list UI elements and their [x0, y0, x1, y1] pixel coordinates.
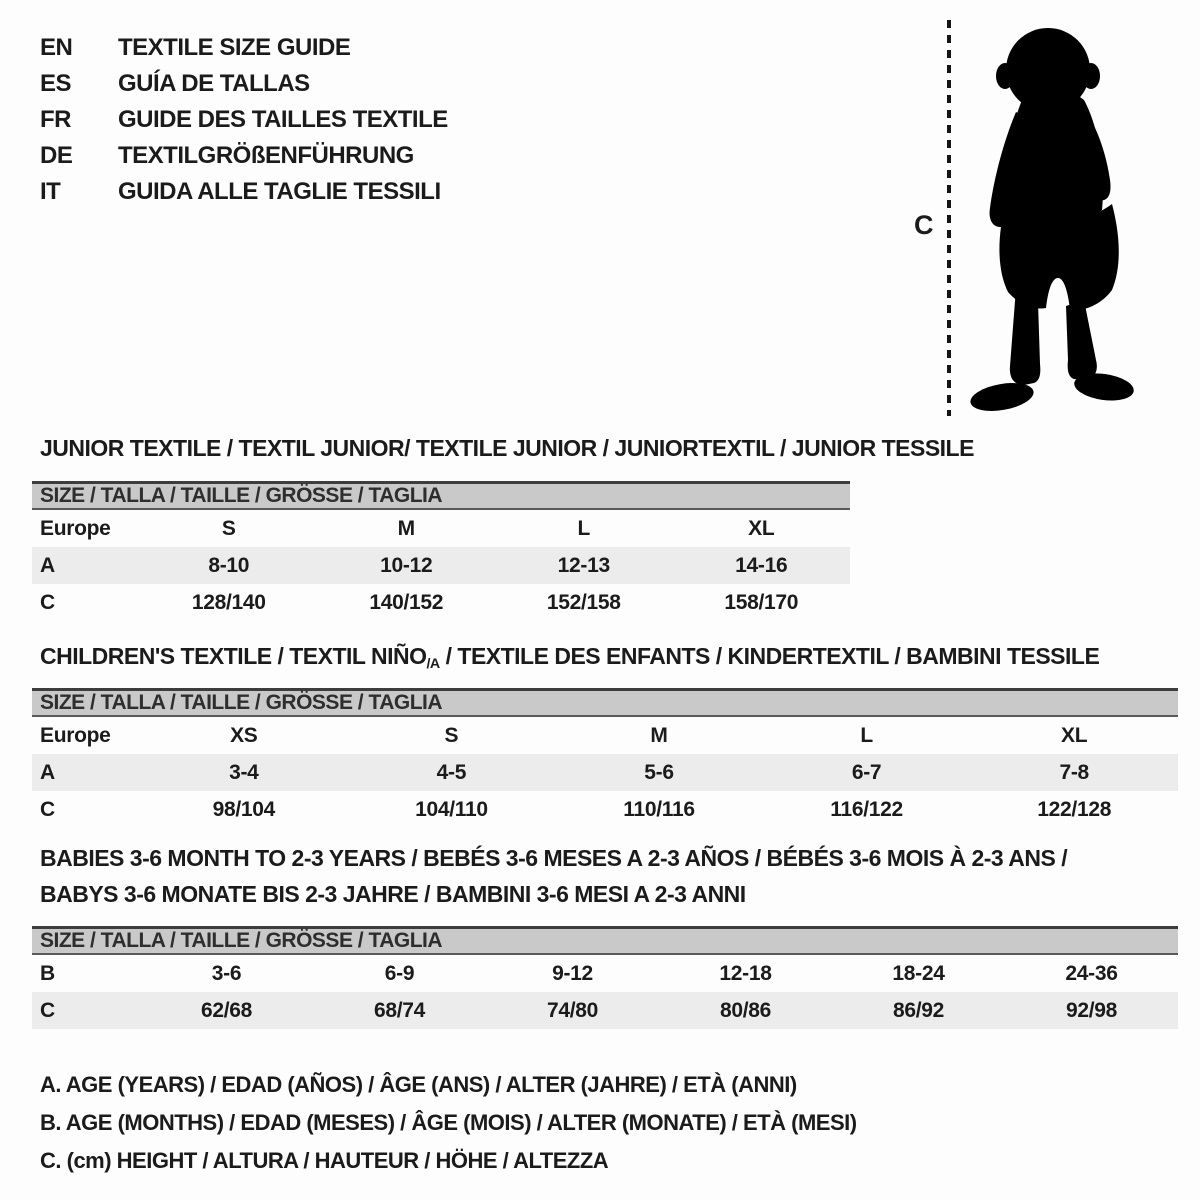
- language-code-es: ES: [40, 70, 72, 97]
- table-cell: 68/74: [373, 999, 426, 1022]
- table-cell: 98/104: [212, 798, 276, 821]
- height-measure-dashed-line: [947, 20, 951, 416]
- language-code-en: EN: [40, 34, 73, 61]
- babies-section-title-line2: BABYS 3-6 MONATE BIS 2-3 JAHRE / BAMBINI 3-6 MESI A 2-3 ANNI: [40, 881, 746, 907]
- table-cell: 158/170: [724, 591, 799, 614]
- junior-col-l: L: [577, 517, 591, 540]
- table-cell: 152/158: [546, 591, 621, 614]
- language-row-en: [40, 30, 448, 66]
- language-row-fr: [40, 102, 448, 138]
- junior-col-s: S: [221, 517, 236, 540]
- table-cell: 92/98: [1065, 999, 1118, 1022]
- table-cell: 140/152: [369, 591, 444, 614]
- junior-row-height: [32, 584, 850, 621]
- toddler-silhouette-icon: [960, 14, 1140, 419]
- table-cell: 8-10: [208, 554, 250, 577]
- babies-row-months-label: B: [40, 962, 55, 985]
- children-region-label: Europe: [40, 724, 111, 747]
- table-cell: 122/128: [1037, 798, 1112, 821]
- language-title-block: [40, 30, 448, 210]
- table-cell: 104/110: [415, 798, 488, 821]
- table-cell: 128/140: [191, 591, 266, 614]
- table-cell: 12-18: [719, 962, 772, 985]
- legend-line-age-years: A. AGE (YEARS) / EDAD (AÑOS) / ÂGE (ANS) / ALTER (JAHRE) / ETÀ (ANNI): [40, 1072, 797, 1097]
- children-col-s: S: [444, 724, 459, 747]
- table-cell: 5-6: [644, 761, 674, 784]
- height-measure-label: C: [914, 210, 934, 240]
- children-col-m: M: [650, 724, 668, 747]
- children-column-header-row: [32, 717, 1178, 754]
- language-code-fr: FR: [40, 106, 71, 133]
- table-cell: 3-4: [229, 761, 259, 784]
- junior-col-xl: XL: [748, 517, 775, 540]
- language-row-it: [40, 174, 448, 210]
- babies-row-months: [32, 955, 1178, 992]
- children-row-age: [32, 754, 1178, 791]
- legend-block: [40, 1066, 857, 1180]
- babies-size-table: [32, 926, 1178, 1029]
- table-cell: 6-7: [851, 761, 882, 784]
- babies-size-header-bar: SIZE / TALLA / TAILLE / GRÖSSE / TAGLIA: [32, 926, 1178, 955]
- table-cell: 24-36: [1065, 962, 1118, 985]
- junior-size-table: [32, 481, 850, 621]
- table-cell: 9-12: [552, 962, 593, 985]
- language-title-fr: GUIDE DES TAILLES TEXTILE: [118, 106, 448, 133]
- language-title-es: GUÍA DE TALLAS: [118, 70, 310, 97]
- children-row-height-label: C: [40, 798, 55, 821]
- table-cell: 4-5: [436, 761, 467, 784]
- language-title-de: TEXTILGRÖßENFÜHRUNG: [118, 142, 414, 169]
- children-title-subscript: /A: [426, 655, 440, 672]
- legend-line-height-cm: C. (cm) HEIGHT / ALTURA / HAUTEUR / HÖHE / ALTEZZA: [40, 1148, 609, 1173]
- children-row-height: [32, 791, 1178, 828]
- children-col-xl: XL: [1061, 724, 1088, 747]
- table-cell: 62/68: [200, 999, 253, 1022]
- junior-size-header-bar: SIZE / TALLA / TAILLE / GRÖSSE / TAGLIA: [32, 481, 850, 510]
- table-cell: 7-8: [1059, 761, 1089, 784]
- legend-line-age-months: B. AGE (MONTHS) / EDAD (MESES) / ÂGE (MOIS) / ALTER (MONATE) / ETÀ (MESI): [40, 1110, 857, 1135]
- language-code-de: DE: [40, 142, 73, 169]
- table-cell: 110/116: [623, 798, 695, 821]
- babies-row-height-label: C: [40, 999, 55, 1022]
- junior-section-title: JUNIOR TEXTILE / TEXTIL JUNIOR/ TEXTILE JUNIOR / JUNIORTEXTIL / JUNIOR TESSILE: [40, 435, 974, 461]
- junior-row-height-label: C: [40, 591, 55, 614]
- table-cell: 6-9: [384, 962, 415, 985]
- language-row-de: [40, 138, 448, 174]
- table-cell: 12-13: [557, 554, 610, 577]
- children-size-table: [32, 688, 1178, 828]
- table-cell: 80/86: [719, 999, 772, 1022]
- table-cell: 10-12: [380, 554, 433, 577]
- junior-row-age-label: A: [40, 554, 55, 577]
- junior-row-age: [32, 547, 850, 584]
- table-cell: 116/122: [830, 798, 903, 821]
- language-title-en: TEXTILE SIZE GUIDE: [118, 34, 351, 61]
- language-title-it: GUIDA ALLE TAGLIE TESSILI: [118, 178, 441, 205]
- children-col-l: L: [860, 724, 873, 747]
- children-section-title: [40, 643, 1099, 677]
- table-cell: 74/80: [546, 999, 599, 1022]
- junior-col-m: M: [397, 517, 415, 540]
- table-cell: 3-6: [211, 962, 242, 985]
- junior-column-header-row: [32, 510, 850, 547]
- language-code-it: IT: [40, 178, 61, 205]
- children-row-age-label: A: [40, 761, 55, 784]
- children-title-post: / TEXTILE DES ENFANTS / KINDERTEXTIL / BAMBINI TESSILE: [439, 643, 1100, 669]
- table-cell: 86/92: [892, 999, 945, 1022]
- language-row-es: [40, 66, 448, 102]
- babies-row-height: [32, 992, 1178, 1029]
- babies-section-title-line1: BABIES 3-6 MONTH TO 2-3 YEARS / BEBÉS 3-6 MESES A 2-3 AÑOS / BÉBÉS 3-6 MOIS À 2-3 ANS /: [40, 845, 1068, 871]
- table-cell: 14-16: [735, 554, 788, 577]
- children-col-xs: XS: [230, 724, 258, 747]
- children-size-header-bar: SIZE / TALLA / TAILLE / GRÖSSE / TAGLIA: [32, 688, 1178, 717]
- children-title-pre: CHILDREN'S TEXTILE / TEXTIL NIÑO: [40, 643, 427, 669]
- table-cell: 18-24: [892, 962, 945, 985]
- junior-region-label: Europe: [40, 517, 111, 540]
